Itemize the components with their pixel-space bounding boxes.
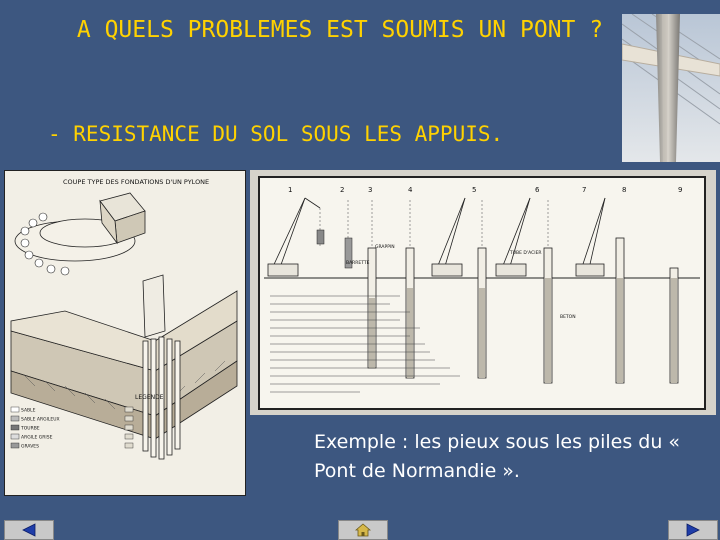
label-barrette: BARRETTE — [346, 261, 370, 266]
slide-title: A QUELS PROBLEMES EST SOUMIS UN PONT ? — [76, 17, 604, 43]
step-number: 6 — [535, 186, 540, 194]
bridge-photo — [622, 14, 720, 162]
previous-slide-button[interactable] — [4, 520, 54, 540]
legend-item: GRAVES — [21, 444, 39, 450]
foundation-diagram-heading: COUPE TYPE DES FONDATIONS D'UN PYLONE — [63, 178, 210, 186]
arrow-right-icon — [685, 523, 701, 537]
step-number: 9 — [678, 186, 683, 194]
slide-caption: Exemple : les pieux sous les piles du « Pont de Normandie ». — [314, 431, 681, 482]
step-number: 7 — [582, 186, 587, 194]
foundation-diagram — [4, 170, 246, 496]
step-number: 2 — [340, 186, 345, 194]
label-tubage: TUBE D'ACIER — [510, 251, 542, 256]
legend-title: LEGENDE — [135, 394, 164, 401]
step-number: 3 — [368, 186, 373, 194]
legend-item: TOURBE — [21, 426, 40, 432]
legend-item: ARGILE GRISE — [21, 435, 53, 441]
label-beton: BETON — [560, 315, 576, 320]
pile-construction-diagram — [250, 170, 716, 415]
arrow-left-icon — [21, 523, 37, 537]
home-button[interactable] — [338, 520, 388, 540]
legend-item: SABLE ARGILEUX — [21, 417, 60, 423]
next-slide-button[interactable] — [668, 520, 718, 540]
home-icon — [355, 523, 371, 537]
step-number: 8 — [622, 186, 627, 194]
step-number: 5 — [472, 186, 477, 194]
step-number: 4 — [408, 186, 413, 194]
label-grappin: GRAPPIN — [375, 245, 395, 250]
legend-item: SABLE — [21, 408, 36, 414]
slide-subtitle: - RESISTANCE DU SOL SOUS LES APPUIS. — [48, 122, 504, 146]
step-number: 1 — [288, 186, 293, 194]
